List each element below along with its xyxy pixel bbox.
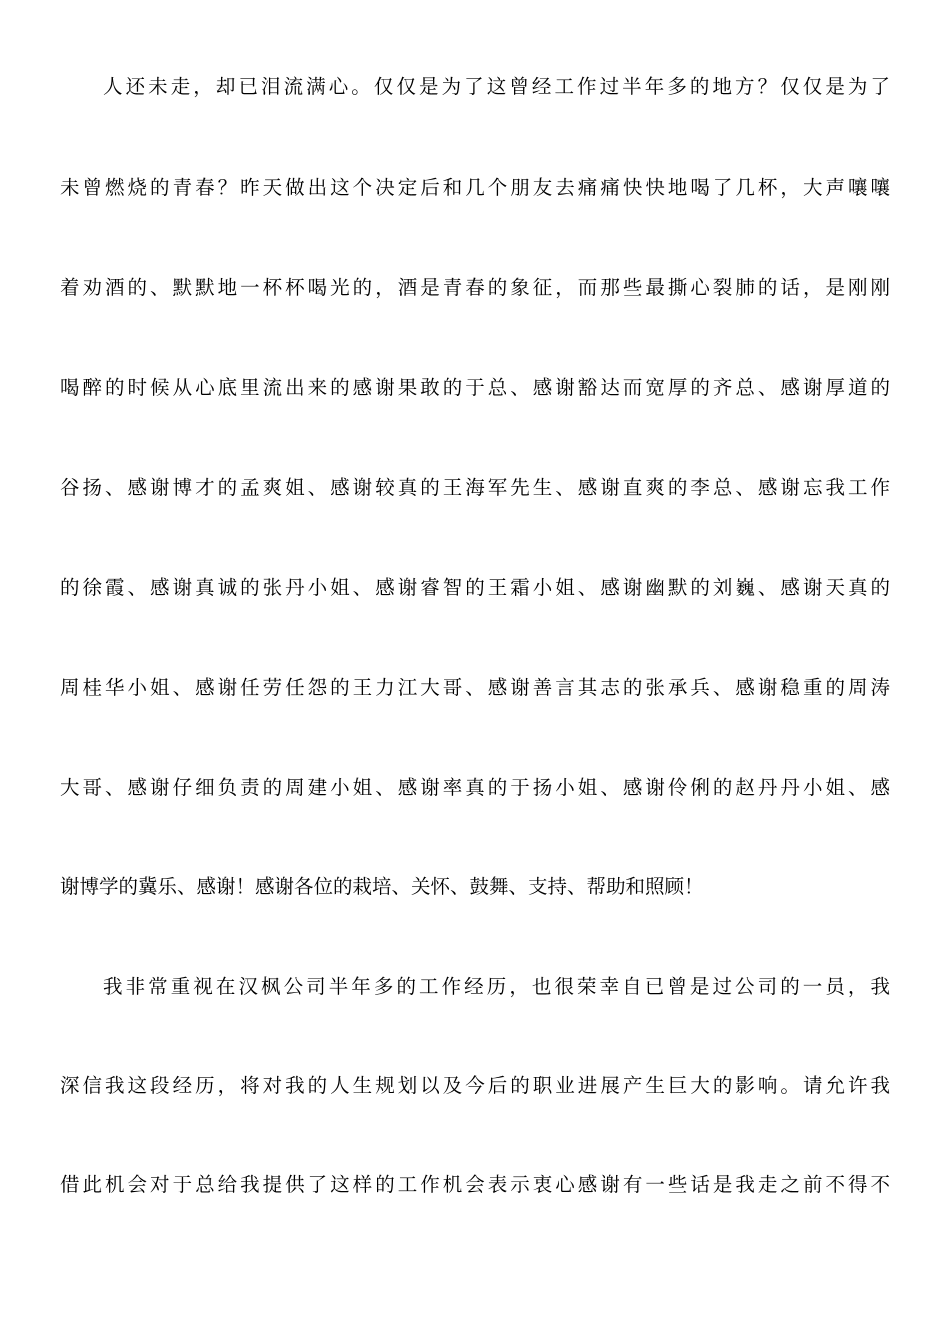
paragraph-1-line-3: 着劝酒的、默默地一杯杯喝光的，酒是青春的象征，而那些最撕心裂肺的话，是刚刚 [60, 276, 890, 299]
paragraph-1-line-6: 的徐霞、感谢真诚的张丹小姐、感谢睿智的王霜小姐、感谢幽默的刘巍、感谢天真的 [60, 576, 890, 599]
paragraph-1-line-9: 谢博学的冀乐、感谢！感谢各位的栽培、关怀、鼓舞、支持、帮助和照顾！ [60, 875, 704, 898]
paragraph-1-line-8: 大哥、感谢仔细负责的周建小姐、感谢率真的于扬小姐、感谢伶俐的赵丹丹小姐、感 [60, 776, 890, 799]
paragraph-2-line-1: 我非常重视在汉枫公司半年多的工作经历，也很荣幸自已曾是过公司的一员，我 [103, 975, 890, 998]
paragraph-1-line-5: 谷扬、感谢博才的孟爽姐、感谢较真的王海军先生、感谢直爽的李总、感谢忘我工作 [60, 476, 890, 499]
paragraph-1-line-1: 人还未走，却已泪流满心。仅仅是为了这曾经工作过半年多的地方？仅仅是为了 [103, 75, 890, 98]
paragraph-1-line-2: 未曾燃烧的青春？昨天做出这个决定后和几个朋友去痛痛快快地喝了几杯，大声嚷嚷 [60, 176, 890, 199]
paragraph-1-line-4: 喝醉的时候从心底里流出来的感谢果敢的于总、感谢豁达而宽厚的齐总、感谢厚道的 [60, 376, 890, 399]
paragraph-1-line-7: 周桂华小姐、感谢任劳任怨的王力江大哥、感谢善言其志的张承兵、感谢稳重的周涛 [60, 676, 890, 699]
paragraph-2-line-3: 借此机会对于总给我提供了这样的工作机会表示衷心感谢有一些话是我走之前不得不 [60, 1173, 890, 1196]
paragraph-2-line-2: 深信我这段经历，将对我的人生规划以及今后的职业进展产生巨大的影响。请允许我 [60, 1074, 890, 1097]
